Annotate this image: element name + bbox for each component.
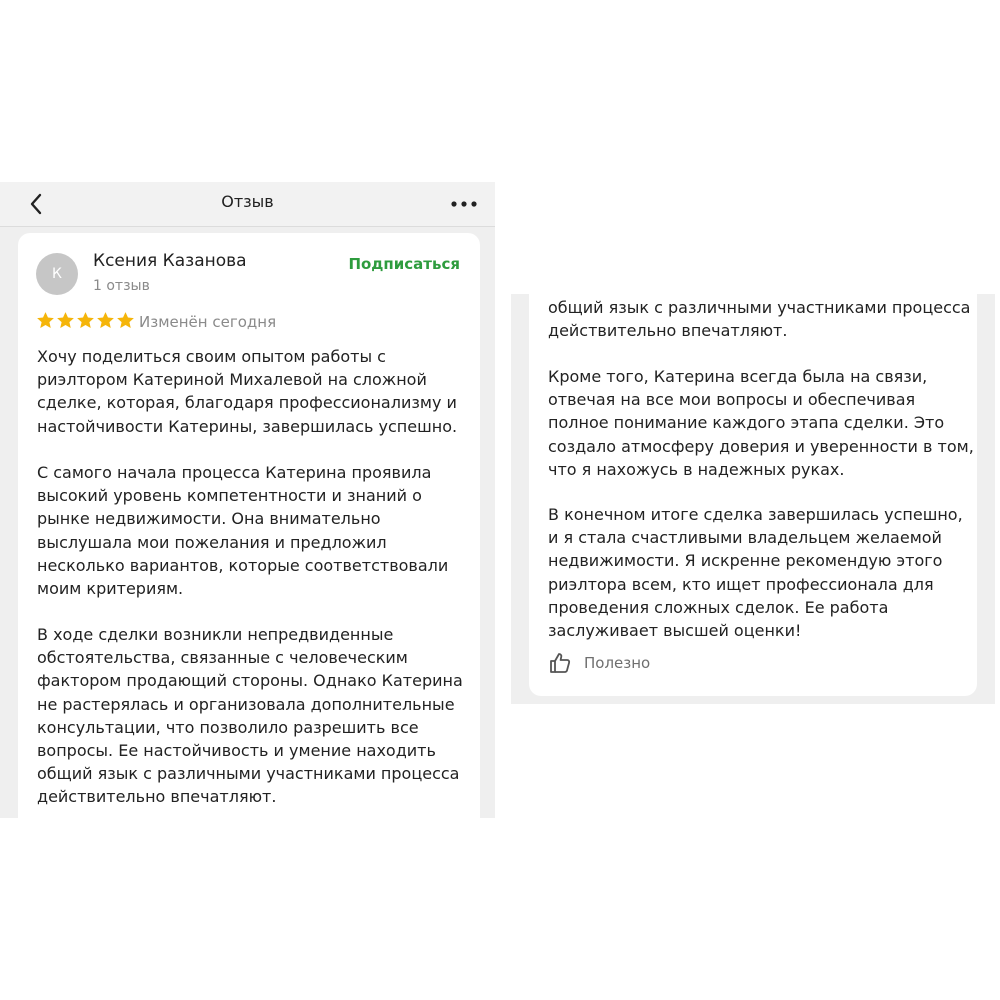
review-paragraph-4: Кроме того, Катерина всегда была на связи, отвечая на все мои вопросы и обеспечивая полное понимание каждого этапа сделки. Это создало атмосферу доверия и уверенности в том, что я нахожусь в надежных руках. <box>548 367 974 479</box>
review-paragraph-3-end: общий язык с различными участниками процесса действительно впечатляют. <box>548 298 971 341</box>
helpful-button[interactable] <box>548 650 650 676</box>
star-icon <box>36 311 55 330</box>
author-review-count: 1 отзыв <box>93 278 150 294</box>
star-icon <box>116 311 135 330</box>
edited-date: Изменён сегодня <box>139 313 277 331</box>
helpful-label: Полезно <box>584 654 651 672</box>
star-icon <box>96 311 115 330</box>
review-paragraph-1: Хочу поделиться своим опытом работы с риэлтором Катериной Михалевой на сложной сделке, которая, благодаря профессионализму и настойчивости Катерины, завершилась успешно. <box>37 347 458 436</box>
star-icon <box>56 311 75 330</box>
review-screen-part-2 <box>511 294 995 704</box>
page-title: Отзыв <box>221 192 274 211</box>
star-icon <box>76 311 95 330</box>
author-name[interactable]: Ксения Казанова <box>93 251 247 271</box>
avatar[interactable]: К <box>36 253 78 295</box>
top-bar <box>0 182 495 227</box>
review-paragraph-2: С самого начала процесса Катерина проявила высокий уровень компетентности и знаний о рынке недвижимости. Она внимательно выслушала мои пожелания и предложил несколько вариантов, которые соответствовали моим критериям. <box>37 463 449 599</box>
thumbs-up-icon <box>548 651 572 675</box>
subscribe-button[interactable]: Подписаться <box>348 255 460 273</box>
review-screen-part-1 <box>0 182 495 818</box>
review-card <box>18 233 480 818</box>
review-paragraph-5: В конечном итоге сделка завершилась успешно, и я стала счастливыми владельцем желаемой недвижимости. Я искренне рекомендую этого риэлтора всем, кто ищет профессионала для проведения сложных сделок. Ее работа заслуживает высшей оценки! <box>548 505 963 641</box>
review-paragraph-3: В ходе сделки возникли непредвиденные обстоятельства, связанные с человеческим фактором продающий стороны. Однако Катерина не растерялась и организовала дополнительные консультации, что позволило разрешить все вопросы. Ее настойчивость и умение находить общий язык с различными участниками процесса действительно впечатляют. <box>37 625 463 807</box>
review-card-continued <box>529 294 977 696</box>
rating-stars <box>36 311 135 331</box>
more-dots-icon[interactable] <box>448 194 480 214</box>
